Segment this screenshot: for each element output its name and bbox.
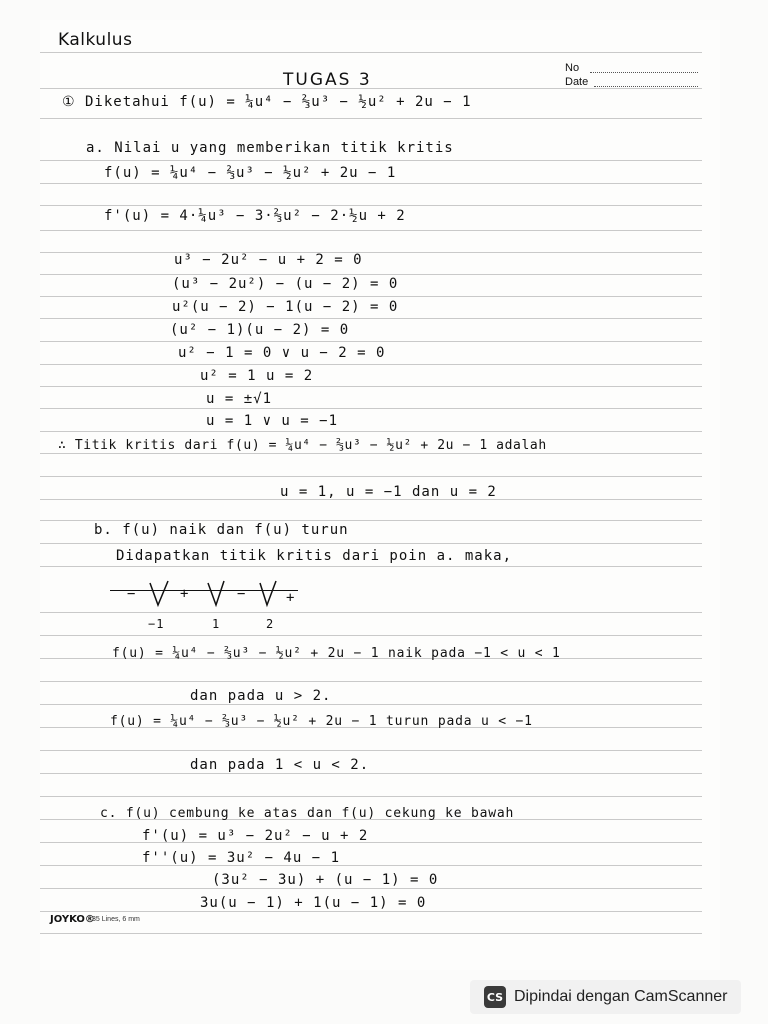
ruled-line	[40, 52, 702, 53]
ruled-line	[40, 888, 702, 889]
camscanner-text: Dipindai dengan CamScanner	[514, 988, 728, 1005]
ruled-line	[40, 911, 702, 912]
turun-statement-cont: dan pada 1 < u < 2.	[190, 757, 370, 773]
ruled-line	[40, 773, 702, 774]
ruled-line	[40, 364, 702, 365]
sign-plus: +	[180, 586, 190, 602]
part-a-line: f'(u) = 4·¼u³ − 3·⅔u² − 2·½u + 2	[104, 208, 406, 224]
ruled-line	[40, 183, 702, 184]
ruled-line	[40, 681, 702, 682]
ruled-line	[40, 160, 702, 161]
ruled-line	[40, 543, 702, 544]
ruled-line	[40, 476, 702, 477]
ruled-line	[40, 520, 702, 521]
part-c-line: f'(u) = u³ − 2u² − u + 2	[142, 828, 369, 844]
ruled-line	[40, 842, 702, 843]
paper-lines-info: 35 Lines, 6 mm	[92, 916, 140, 923]
part-a-result: u = 1, u = −1 dan u = 2	[280, 484, 497, 500]
part-a-line: (u² − 1)(u − 2) = 0	[170, 322, 350, 338]
ruled-line	[40, 118, 702, 119]
part-a-line: u² = 1 u = 2	[200, 368, 314, 384]
part-a-line: u²(u − 2) − 1(u − 2) = 0	[172, 299, 399, 315]
part-a-conclusion: ∴ Titik kritis dari f(u) = ¼u⁴ − ⅔u³ − ½u² + 2u − 1 adalah	[58, 438, 547, 453]
sign-minus: −	[127, 586, 137, 602]
ruled-line	[40, 865, 702, 866]
paper-brand-logo: JOYKO®	[50, 914, 95, 925]
part-a-line: (u³ − 2u²) − (u − 2) = 0	[172, 276, 399, 292]
part-b-intro: Didapatkan titik kritis dari poin a. maka,	[116, 548, 513, 564]
camscanner-watermark	[470, 980, 741, 1014]
sign-chart	[110, 575, 310, 615]
part-c-line: 3u(u − 1) + 1(u − 1) = 0	[200, 895, 427, 911]
date-field-line	[594, 86, 698, 87]
naik-statement-cont: dan pada u > 2.	[190, 688, 332, 704]
critical-point-label: −1	[148, 617, 165, 631]
part-a-line: u³ − 2u² − u + 2 = 0	[174, 252, 363, 268]
turun-statement: f(u) = ¼u⁴ − ⅔u³ − ½u² + 2u − 1 turun pada u < −1	[110, 714, 533, 729]
ruled-line	[40, 704, 702, 705]
critical-point-label: 1	[212, 617, 221, 631]
ruled-line	[40, 318, 702, 319]
ruled-line	[40, 796, 702, 797]
ruled-line	[40, 230, 702, 231]
ruled-line	[40, 252, 702, 253]
part-a-heading: a. Nilai u yang memberikan titik kritis	[86, 140, 454, 156]
camscanner-icon: CS	[484, 986, 506, 1008]
sign-minus: −	[237, 586, 247, 602]
part-a-line: u = 1 ∨ u = −1	[206, 413, 339, 429]
no-field-line	[590, 72, 698, 73]
sign-chart-tick	[260, 581, 276, 605]
part-a-line: u = ±√1	[206, 391, 273, 407]
part-c-line: f''(u) = 3u² − 4u − 1	[142, 850, 341, 866]
ruled-line	[40, 933, 702, 934]
ruled-line	[40, 635, 702, 636]
subject-title: Kalkulus	[58, 30, 133, 50]
ruled-line	[40, 408, 702, 409]
ruled-line	[40, 750, 702, 751]
critical-point-label: 2	[266, 617, 275, 631]
assignment-title: TUGAS 3	[283, 70, 372, 90]
ruled-line	[40, 386, 702, 387]
ruled-line	[40, 431, 702, 432]
date-label: Date	[565, 76, 589, 88]
problem-statement: ① Diketahui f(u) = ¼u⁴ − ⅔u³ − ½u² + 2u − 1	[62, 94, 472, 110]
naik-statement: f(u) = ¼u⁴ − ⅔u³ − ½u² + 2u − 1 naik pada −1 < u < 1	[112, 646, 561, 661]
ruled-line	[40, 341, 702, 342]
ruled-line	[40, 205, 702, 206]
ruled-line	[40, 566, 702, 567]
part-c-heading: c. f(u) cembung ke atas dan f(u) cekung ke bawah	[100, 806, 515, 821]
ruled-line	[40, 453, 702, 454]
part-b-heading: b. f(u) naik dan f(u) turun	[94, 522, 349, 538]
no-label: No	[565, 62, 580, 74]
ruled-line	[40, 296, 702, 297]
sign-chart-tick	[208, 581, 224, 605]
ruled-line	[40, 274, 702, 275]
sign-plus: +	[286, 590, 296, 606]
sign-chart-tick	[150, 581, 168, 605]
part-c-line: (3u² − 3u) + (u − 1) = 0	[212, 872, 439, 888]
part-a-line: u² − 1 = 0 ∨ u − 2 = 0	[178, 345, 386, 361]
part-a-line: f(u) = ¼u⁴ − ⅔u³ − ½u² + 2u − 1	[104, 165, 397, 181]
